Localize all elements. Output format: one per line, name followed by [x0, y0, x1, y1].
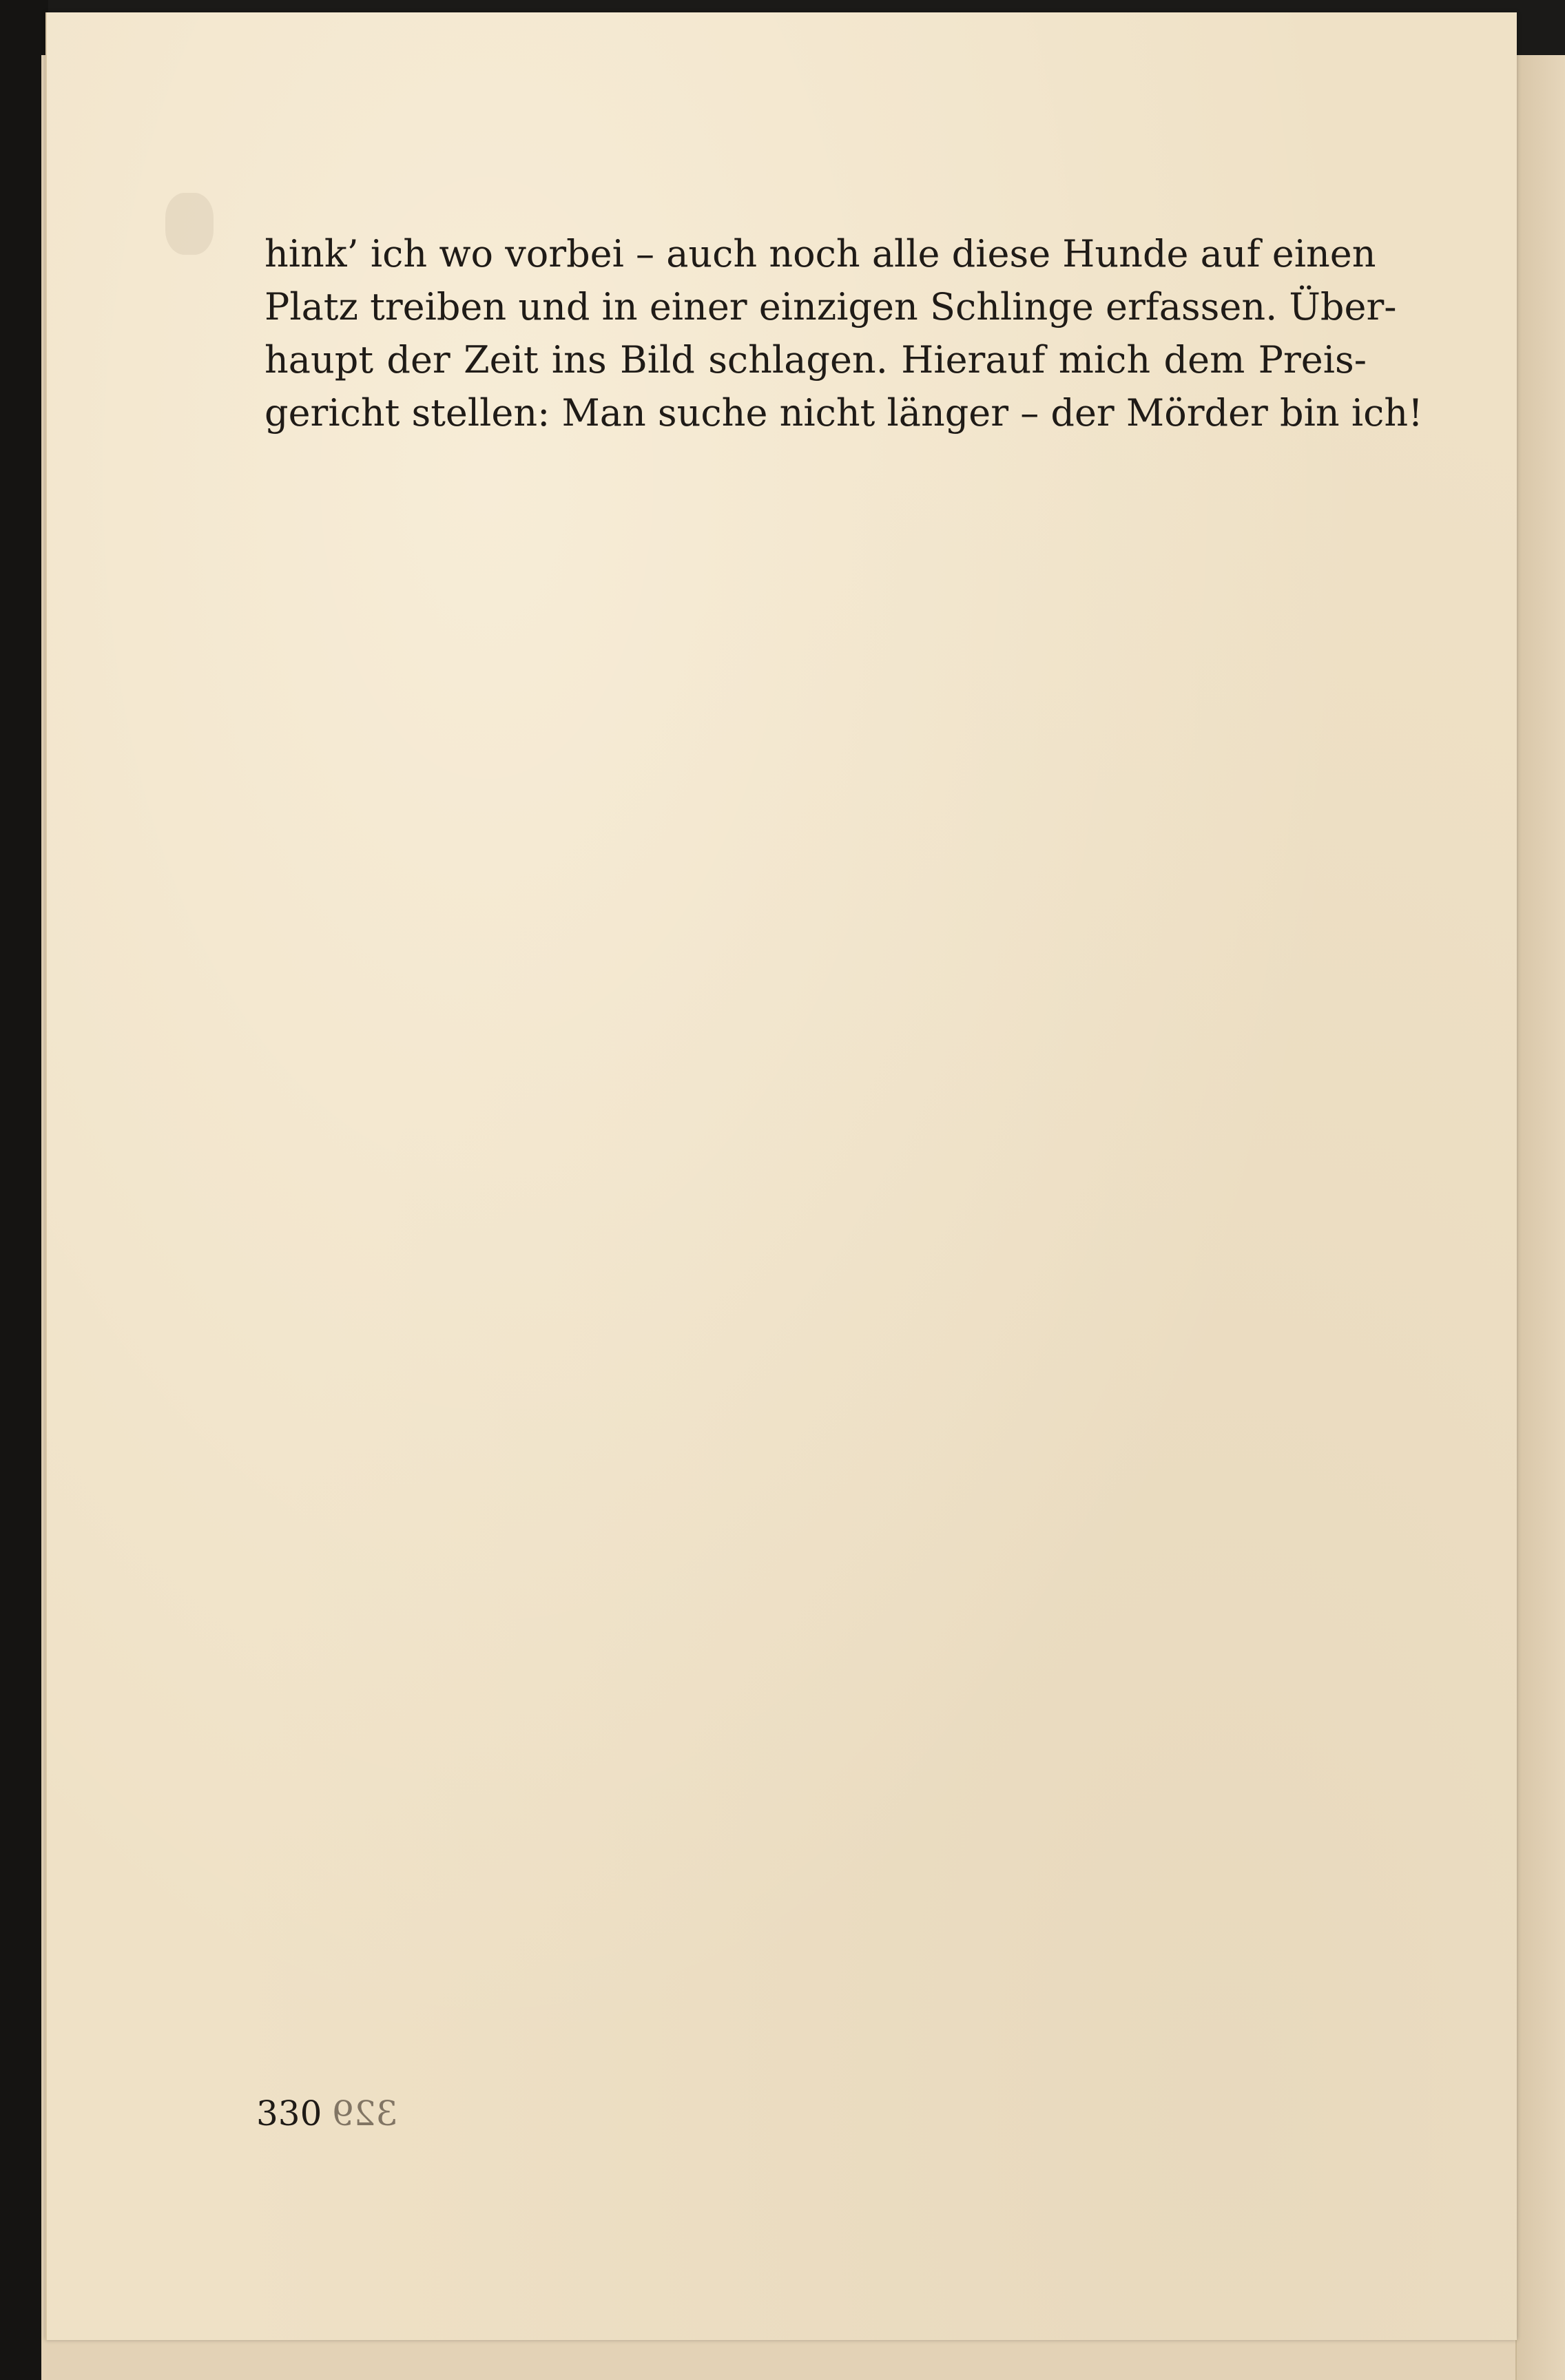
page-body-text [265, 227, 1423, 439]
smudge-mark [165, 193, 214, 255]
page-edge-right [1515, 55, 1565, 2380]
text-line: Platz treiben und in einer einzigen Schlinge erfassen. Über- [265, 285, 1397, 328]
show-through-page-number: 329 [332, 2094, 398, 2133]
text-line: gericht stellen: Man suche nicht länger – der Mörder bin ich! [265, 391, 1423, 435]
text-line: haupt der Zeit ins Bild schlagen. Hierauf mich dem Preis- [265, 338, 1367, 382]
text-line: hink’ ich wo vorbei – auch noch alle diese Hunde auf einen [265, 232, 1376, 275]
page-number: 330 [256, 2094, 322, 2133]
